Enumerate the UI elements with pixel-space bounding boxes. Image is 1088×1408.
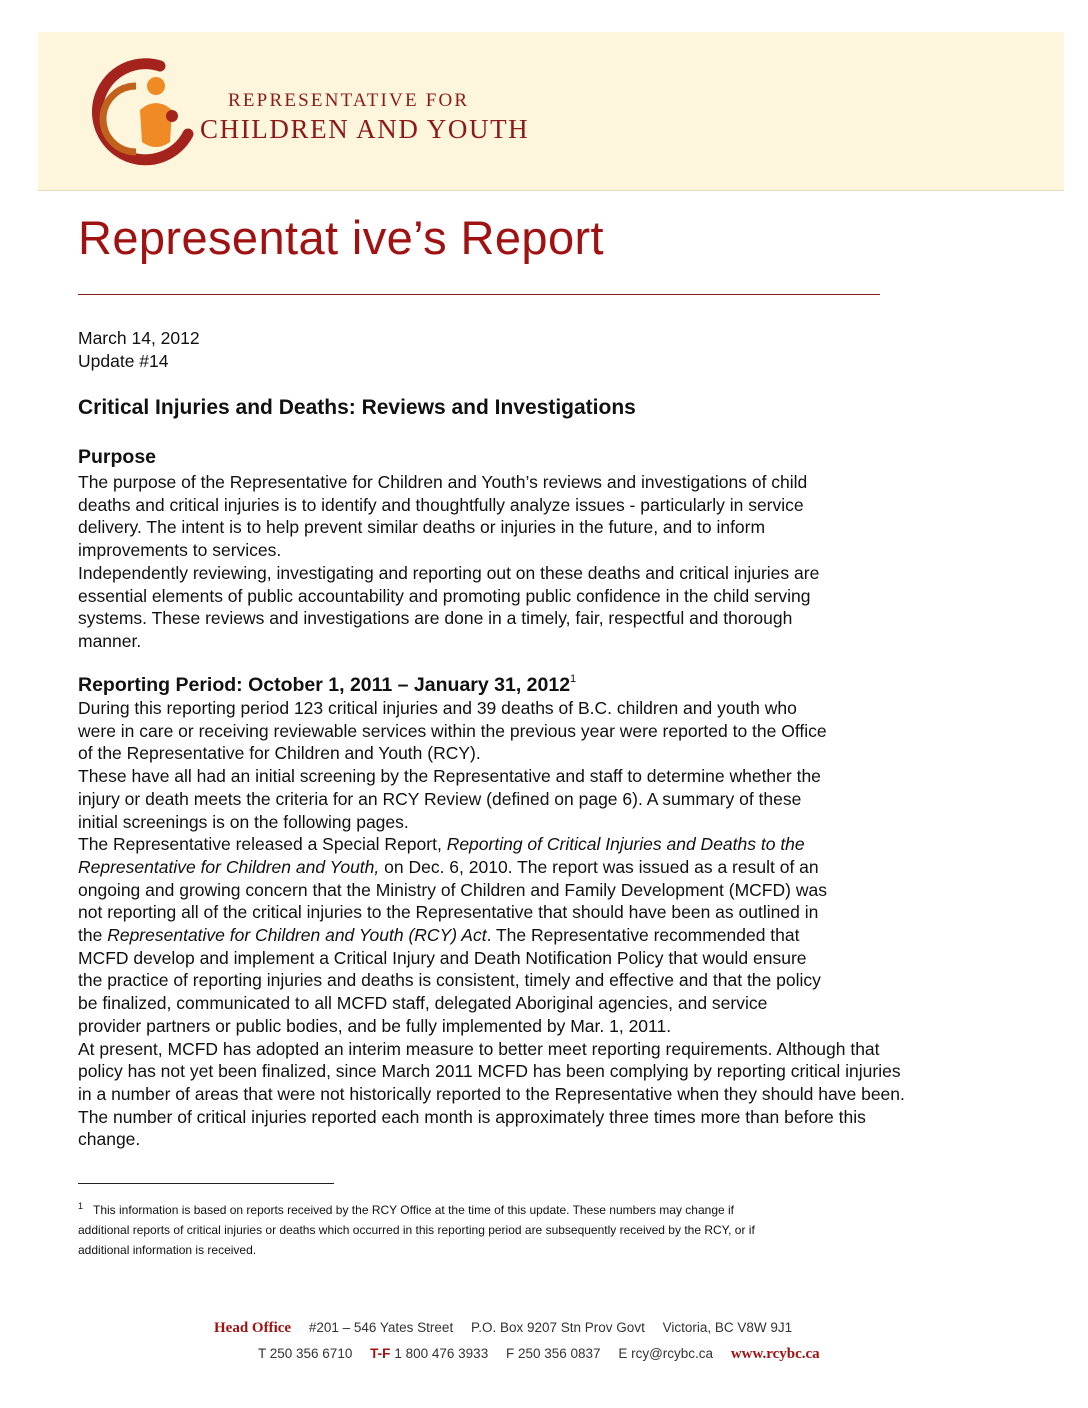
footer-phone: T 250 356 6710	[258, 1346, 353, 1361]
text-line: At present, MCFD has adopted an interim measure to better meet reporting requirements. Although that	[78, 1038, 880, 1059]
footer-po-box: P.O. Box 9207 Stn Prov Govt	[470, 1320, 645, 1335]
report-title: Representat ive’s Report	[78, 211, 605, 264]
head-office-label: Head Office	[214, 1320, 292, 1336]
text-line: change.	[78, 1129, 141, 1150]
special-report-after: on Dec. 6, 2010. The report was issued as a result of an	[379, 856, 819, 877]
text-line: The number of critical injuries reported each month is approximately three times more than before this	[78, 1106, 866, 1127]
text-line: delivery. The intent is to help prevent similar deaths or injuries in the future, and to inform	[78, 517, 766, 538]
text-line: be finalized, communicated to all MCFD staff, delegated Aboriginal agencies, and service	[78, 993, 768, 1014]
text-line: The purpose of the Representative for Children and Youth’s reviews and investigations of child	[78, 472, 808, 492]
footer-street: #201 – 546 Yates Street	[308, 1320, 454, 1335]
text-line: initial screenings is on the following pages.	[78, 811, 409, 832]
text-line: ongoing and growing concern that the Ministry of Children and Family Development (MCFD) was	[78, 879, 827, 900]
text-line: of the Representative for Children and Youth (RCY).	[78, 743, 481, 764]
report-update: Update #14	[78, 351, 169, 371]
footer-contact	[258, 1346, 834, 1363]
text-line: During this reporting period 123 critical injuries and 39 deaths of B.C. children and youth who	[78, 698, 797, 718]
text-line	[78, 856, 905, 879]
special-report-intro: The Representative released a Special Report,	[78, 834, 447, 855]
text-line: were in care or receiving reviewable services within the previous year were reported to the Office	[78, 720, 827, 741]
reporting-period-heading	[78, 673, 576, 697]
act-pre: the	[78, 925, 108, 946]
reporting-period-title: Reporting Period: October 1, 2011 – January 31, 2012	[78, 674, 571, 696]
text-line: improvements to services.	[78, 540, 282, 561]
footnote-text: This information is based on reports received by the RCY Office at the time of this update. These numbers may change if	[93, 1203, 735, 1217]
footer-fax: F 250 356 0837	[505, 1346, 601, 1361]
footnote-line: additional reports of critical injuries or deaths which occurred in this reporting period are subsequently received by the RCY, or if	[78, 1223, 755, 1237]
purpose-heading: Purpose	[78, 446, 157, 468]
text-line: essential elements of public accountability and promoting public confidence in the child serving	[78, 585, 811, 606]
footnote-divider	[78, 1183, 334, 1184]
act-title: Representative for Children and Youth (RCY) Act	[107, 925, 487, 946]
text-line: systems. These reviews and investigations are done in a timely, fair, respectful and thorough	[78, 608, 793, 629]
letterhead-band	[38, 32, 1064, 191]
footer-tollfree: 1 800 476 3933	[394, 1346, 489, 1361]
text-line: deaths and critical injuries is to identify and thoughtfully analyze issues - particularly in service	[78, 494, 804, 515]
report-meta	[78, 327, 200, 373]
report-date: March 14, 2012	[78, 328, 200, 348]
text-line: the practice of reporting injuries and deaths is consistent, timely and effective and that the policy	[78, 970, 821, 991]
purpose-body	[78, 471, 819, 653]
footer-website-link[interactable]: www.rcybc.ca	[730, 1346, 820, 1362]
footnote-line	[78, 1196, 755, 1220]
footnote-mark: 1	[78, 1201, 84, 1211]
act-post: . The Representative recommended that	[486, 925, 800, 946]
text-line: policy has not yet been finalized, since March 2011 MCFD has been complying by reporting critical injuries	[78, 1061, 901, 1082]
footnote-ref: 1	[570, 673, 577, 685]
tollfree-label: T-F	[370, 1346, 391, 1361]
text-line	[78, 833, 905, 856]
special-report-title-cont: Representative for Children and Youth,	[78, 856, 380, 877]
text-line: MCFD develop and implement a Critical Injury and Death Notification Policy that would ensure	[78, 947, 807, 968]
footer-address	[214, 1320, 806, 1337]
footnote-line: additional information is received.	[78, 1243, 257, 1257]
text-line: provider partners or public bodies, and be fully implemented by Mar. 1, 2011.	[78, 1015, 672, 1036]
org-name-line2: CHILDREN AND YOUTH	[200, 114, 530, 144]
text-line: Independently reviewing, investigating and reporting out on these deaths and critical injuries are	[78, 562, 820, 583]
title-divider	[78, 294, 880, 295]
text-line: injury or death meets the criteria for an RCY Review (defined on page 6). A summary of these	[78, 788, 802, 809]
text-line	[78, 924, 905, 947]
text-line: in a number of areas that were not historically reported to the Representative when they should have been.	[78, 1083, 905, 1104]
rcy-logo-icon	[90, 56, 206, 172]
text-line: These have all had an initial screening by the Representative and staff to determine whether the	[78, 766, 821, 787]
main-heading: Critical Injuries and Deaths: Reviews and Investigations	[78, 396, 636, 419]
org-name-line1: REPRESENTATIVE FOR	[228, 90, 470, 111]
special-report-title: Reporting of Critical Injuries and Deaths to the	[446, 834, 805, 855]
text-line: manner.	[78, 630, 142, 651]
footnote	[78, 1196, 755, 1260]
reporting-period-body	[78, 697, 905, 1151]
footer-email[interactable]: E rcy@rcybc.ca	[618, 1346, 714, 1361]
footer-city: Victoria, BC V8W 9J1	[662, 1320, 793, 1335]
text-line: not reporting all of the critical injuries to the Representative that should have been as outlined in	[78, 902, 819, 923]
